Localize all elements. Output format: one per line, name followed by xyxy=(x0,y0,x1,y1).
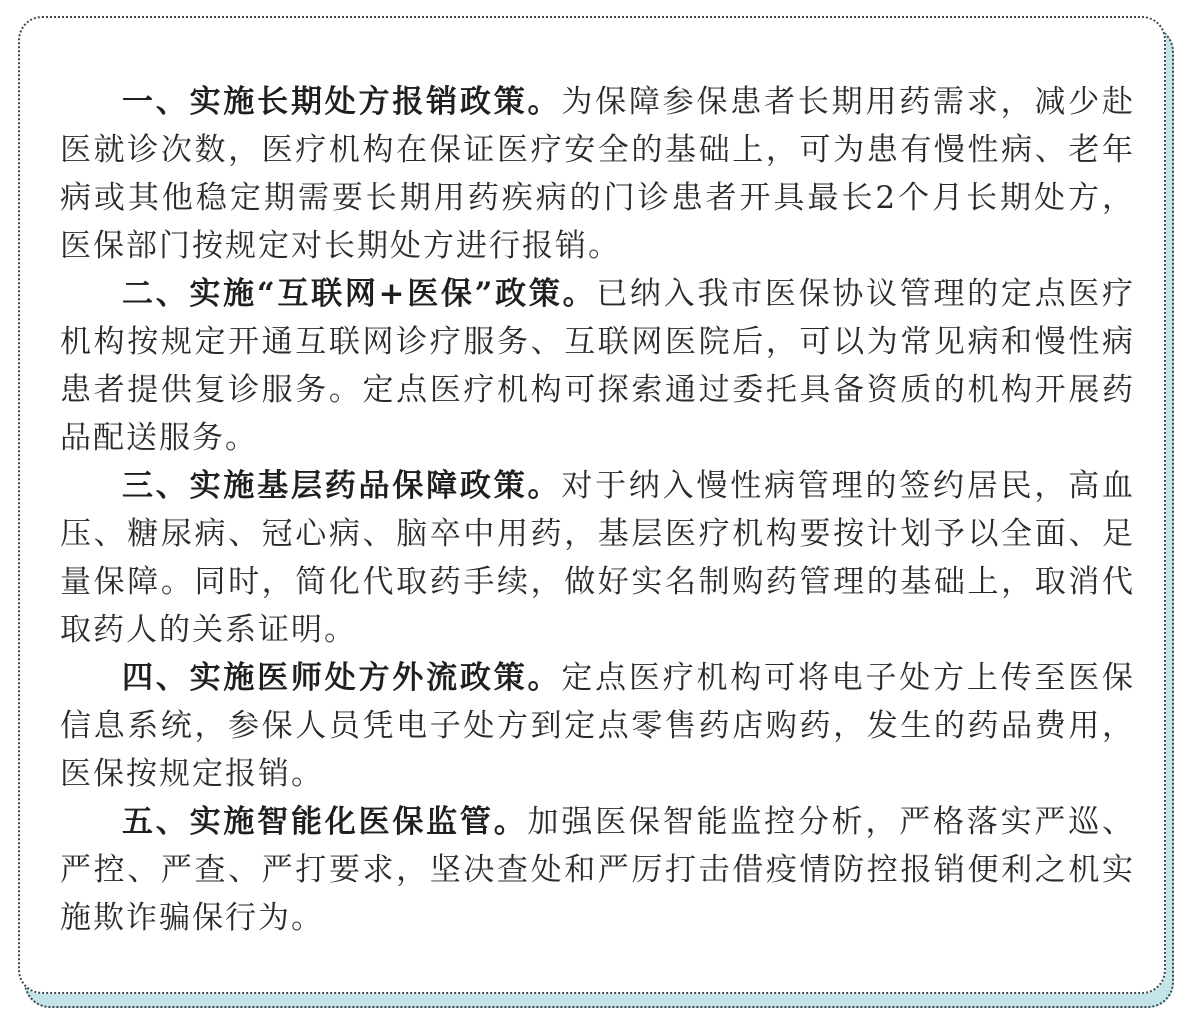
paragraph-heading: 三、实施基层药品保障政策。 xyxy=(122,468,562,504)
paragraph-long-term-prescription xyxy=(60,78,1135,270)
paragraph-grassroots-drug-guarantee xyxy=(60,462,1135,654)
paragraph-body: 加强医保智能监控分析，严格落实严巡、严控、严查、严打要求，坚决查处和严厉打击借疫情防控报销便利之机实施欺诈骗保行为。 xyxy=(60,804,1136,936)
paragraph-body: 为保障参保患者长期用药需求，减少赴医就诊次数，医疗机构在保证医疗安全的基础上，可为患有慢性病、老年病或其他稳定期需要长期用药疾病的门诊患者开具最长2个月长期处方，医保部门按规定对长期处方进行报销。 xyxy=(60,84,1136,264)
paragraph-internet-medical-insurance xyxy=(60,270,1135,462)
paragraph-body: 已纳入我市医保协议管理的定点医疗机构按规定开通互联网诊疗服务、互联网医院后，可以为常见病和慢性病患者提供复诊服务。定点医疗机构可探索通过委托具备资质的机构开展药品配送服务。 xyxy=(60,276,1136,456)
paragraph-heading: 四、实施医师处方外流政策。 xyxy=(122,660,562,696)
paragraph-intelligent-supervision xyxy=(60,798,1135,942)
paragraph-heading: 二、实施“互联网+医保”政策。 xyxy=(122,276,597,312)
paragraph-body: 对于纳入慢性病管理的签约居民，高血压、糖尿病、冠心病、脑卒中用药，基层医疗机构要按计划予以全面、足量保障。同时，简化代取药手续，做好实名制购药管理的基础上，取消代取药人的关系证明。 xyxy=(60,468,1136,648)
paragraph-body: 定点医疗机构可将电子处方上传至医保信息系统，参保人员凭电子处方到定点零售药店购药，发生的药品费用，医保按规定报销。 xyxy=(60,660,1136,792)
paragraph-heading: 五、实施智能化医保监管。 xyxy=(122,804,528,840)
paragraph-prescription-outflow xyxy=(60,654,1135,798)
paragraph-heading: 一、实施长期处方报销政策。 xyxy=(122,84,562,120)
policy-text xyxy=(60,78,1135,942)
